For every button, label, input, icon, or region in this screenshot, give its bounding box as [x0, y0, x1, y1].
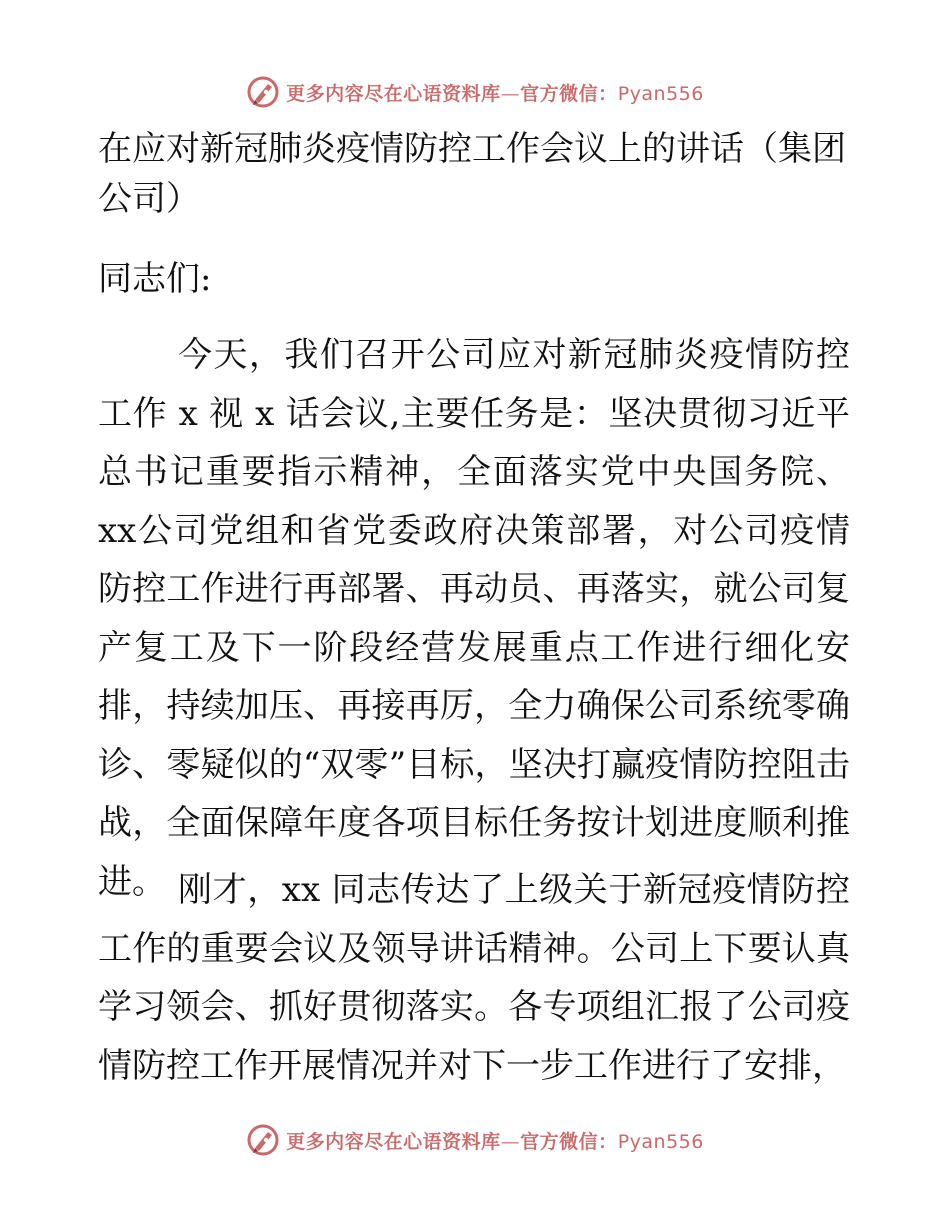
watermark-text: 更多内容尽在心语资料库—官方微信：Pyan556	[286, 82, 704, 105]
pen-seal-logo-icon	[246, 1123, 280, 1157]
body-paragraph: 今天，我们召开公司应对新冠肺炎疫情防控工作 x 视 x 话会议,主要任务是：坚决贯彻习近平总书记重要指示精神，全面落实党中央国务院、xx公司党组和省党委政府决策部署，对公司疫情防控工作进行再部署、再动员、再落实，就公司复产复工及下一阶段经营发展重点工作进行细化安排，持续加压、再接再厉，全力确保公司系统零确诊、零疑似的“双零”目标，坚决打赢疫情防控阻击战，全面保障年度各项目标任务按计划进度顺利推进。	[98, 335, 850, 902]
body-paragraph: 刚才，xx 同志传达了上级关于新冠疫情防控工作的重要会议及领导讲话精神。公司上下要认真学习领会、抓好贯彻落实。各专项组汇报了公司疫情防控工作开展情况并对下一步工作进行了安排，	[98, 870, 850, 1086]
footer-watermark-banner	[0, 1118, 950, 1162]
watermark-text: 更多内容尽在心语资料库—官方微信：Pyan556	[286, 1130, 704, 1153]
pen-seal-logo-icon	[246, 75, 280, 109]
salutation: 同志们:	[98, 259, 212, 299]
header-watermark-banner	[0, 70, 950, 114]
document-title: 在应对新冠肺炎疫情防控工作会议上的讲话（集团公司）	[98, 129, 846, 219]
